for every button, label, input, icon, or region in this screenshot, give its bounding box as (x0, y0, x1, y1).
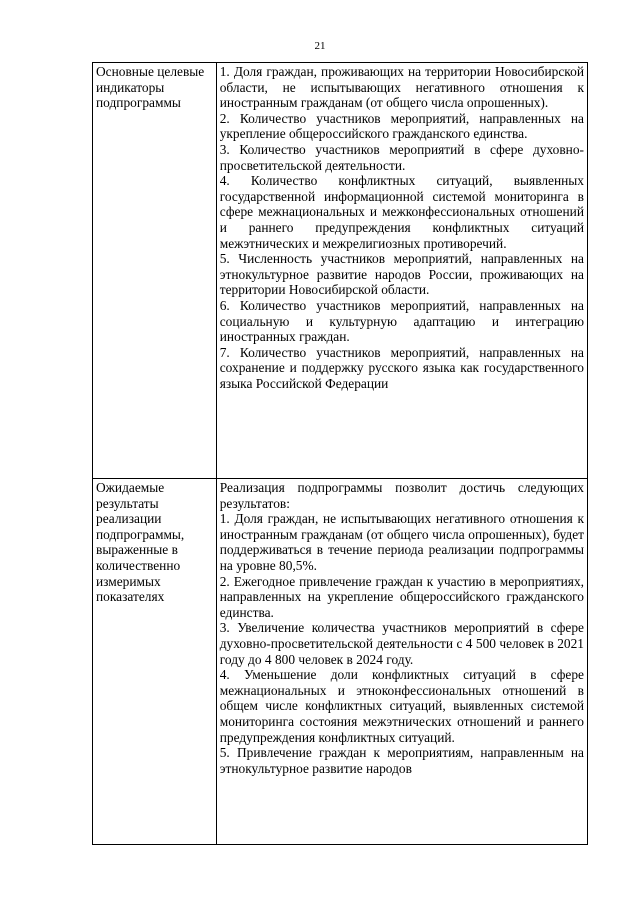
result-item: 3. Увеличение количества участников мероприятий в сфере духовно-просветительской деятельности с 4 500 человек в 2021 году до 4 800 человек в 2024 году. (219, 620, 584, 667)
row-content-cell (216, 479, 587, 845)
result-item: 4. Уменьшение доли конфликтных ситуаций в сфере межнациональных и этноконфессиональных отношений в общем числе конфликтных ситуаций, выявленных системой мониторинга состояния межэтнических отношений и раннего предупреждения конфликтных ситуаций. (219, 667, 584, 745)
table-row (93, 479, 588, 845)
indicator-item: 3. Количество участников мероприятий в сфере духовно-просветительской деятельности. (219, 141, 584, 173)
result-item: 2. Ежегодное привлечение граждан к участию в мероприятиях, направленных на укрепление общероссийского гражданского единства. (219, 573, 584, 620)
results-intro: Реализация подпрограммы позволит достичь следующих результатов: (219, 480, 584, 511)
table-row (93, 63, 588, 479)
row-content-cell (216, 63, 587, 479)
row-label-cell (93, 479, 217, 845)
indicator-item: 2. Количество участников мероприятий, направленных на укрепление общероссийского гражданского единства. (219, 110, 584, 142)
result-item: 5. Привлечение граждан к мероприятиям, направленным на этнокультурное развитие народов (219, 745, 584, 776)
indicator-item: 5. Численность участников мероприятий, направленных на этнокультурное развитие народов России, проживающих на территории Новосибирской области. (219, 251, 584, 298)
row-label: Основные целевые индикаторы подпрограммы (96, 64, 205, 111)
indicator-item: 6. Количество участников мероприятий, направленных на социальную и культурную адаптацию и интеграцию иностранных граждан. (219, 297, 584, 345)
result-item: 1. Доля граждан, не испытывающих негативного отношения к иностранным гражданам (от общего числа опрошенных), будет поддерживаться в течение периода реализации подпрограммы на уровне 80,5%. (219, 511, 584, 573)
row-label: Ожидаемые результаты реализации подпрограммы, выраженные в количественно измеримых показателях (96, 480, 185, 605)
indicator-item: 7. Количество участников мероприятий, направленных на сохранение и поддержку русского языка как государственного языка Российской Федерации (219, 344, 584, 391)
page-number: 21 (314, 40, 326, 52)
indicator-item: 4. Количество конфликтных ситуаций, выявленных государственной информационной системой мониторинга в сфере межнациональных и межконфессиональных отношений и раннего предупреждения конфликтных ситуаций межэтнических и межрелигиозных противоречий. (219, 173, 584, 251)
row-label-cell (93, 63, 217, 479)
indicator-item: 1. Доля граждан, проживающих на территории Новосибирской области, не испытывающих негативного отношения к иностранным гражданам (от общего числа опрошенных). (219, 64, 584, 111)
subprogram-passport-table (92, 62, 588, 845)
